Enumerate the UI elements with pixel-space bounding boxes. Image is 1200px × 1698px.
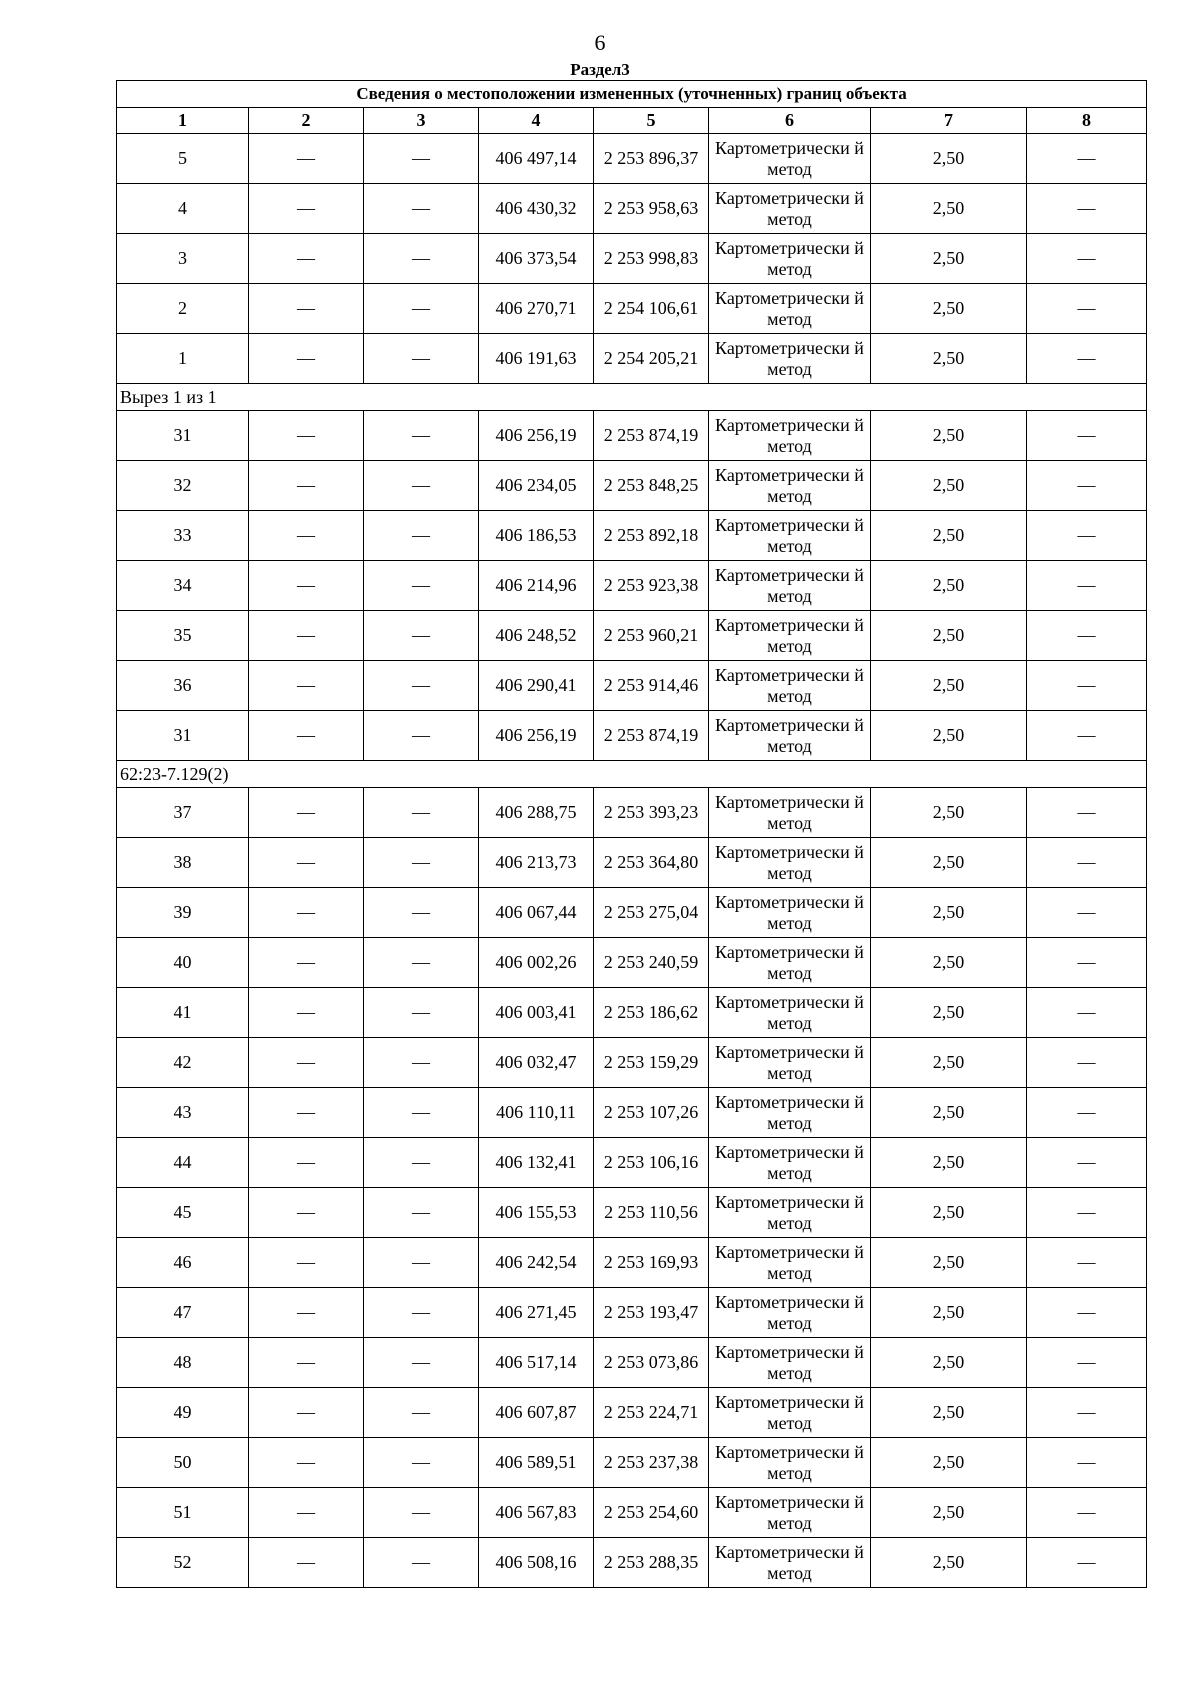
table-body <box>117 81 1147 1588</box>
y-coordinate-cell: 2 253 169,93 <box>594 1238 709 1288</box>
column-2-cell: — <box>249 411 364 461</box>
point-number-cell: 49 <box>117 1388 249 1438</box>
column-2-cell: — <box>249 184 364 234</box>
column-number: 7 <box>871 108 1027 134</box>
y-coordinate-cell: 2 253 958,63 <box>594 184 709 234</box>
x-coordinate-cell: 406 110,11 <box>479 1088 594 1138</box>
x-coordinate-cell: 406 497,14 <box>479 134 594 184</box>
column-2-cell: — <box>249 888 364 938</box>
point-number-cell: 4 <box>117 184 249 234</box>
y-coordinate-cell: 2 253 275,04 <box>594 888 709 938</box>
table-row <box>117 661 1147 711</box>
column-8-cell: — <box>1027 1138 1147 1188</box>
x-coordinate-cell: 406 290,41 <box>479 661 594 711</box>
accuracy-cell: 2,50 <box>871 561 1027 611</box>
column-2-cell: — <box>249 1188 364 1238</box>
x-coordinate-cell: 406 589,51 <box>479 1438 594 1488</box>
column-3-cell: — <box>364 1188 479 1238</box>
point-number-cell: 36 <box>117 661 249 711</box>
method-cell: Картометрически й метод <box>709 461 871 511</box>
y-coordinate-cell: 2 253 923,38 <box>594 561 709 611</box>
point-number-cell: 40 <box>117 938 249 988</box>
column-3-cell: — <box>364 888 479 938</box>
accuracy-cell: 2,50 <box>871 611 1027 661</box>
column-2-cell: — <box>249 938 364 988</box>
column-3-cell: — <box>364 284 479 334</box>
point-number-cell: 37 <box>117 788 249 838</box>
y-coordinate-cell: 2 253 896,37 <box>594 134 709 184</box>
coordinates-table <box>116 80 1147 1588</box>
method-cell: Картометрически й метод <box>709 1538 871 1588</box>
column-3-cell: — <box>364 1438 479 1488</box>
column-8-cell: — <box>1027 1238 1147 1288</box>
table-row <box>117 284 1147 334</box>
table-row <box>117 1138 1147 1188</box>
point-number-cell: 38 <box>117 838 249 888</box>
method-cell: Картометрически й метод <box>709 1188 871 1238</box>
y-coordinate-cell: 2 253 892,18 <box>594 511 709 561</box>
method-cell: Картометрически й метод <box>709 511 871 561</box>
x-coordinate-cell: 406 430,32 <box>479 184 594 234</box>
group-label-row <box>117 384 1147 411</box>
column-2-cell: — <box>249 1388 364 1438</box>
column-3-cell: — <box>364 184 479 234</box>
table-row <box>117 888 1147 938</box>
column-3-cell: — <box>364 1388 479 1438</box>
column-2-cell: — <box>249 711 364 761</box>
column-3-cell: — <box>364 711 479 761</box>
x-coordinate-cell: 406 213,73 <box>479 838 594 888</box>
y-coordinate-cell: 2 253 393,23 <box>594 788 709 838</box>
y-coordinate-cell: 2 253 848,25 <box>594 461 709 511</box>
point-number-cell: 44 <box>117 1138 249 1188</box>
y-coordinate-cell: 2 253 240,59 <box>594 938 709 988</box>
point-number-cell: 47 <box>117 1288 249 1338</box>
accuracy-cell: 2,50 <box>871 184 1027 234</box>
x-coordinate-cell: 406 508,16 <box>479 1538 594 1588</box>
accuracy-cell: 2,50 <box>871 1388 1027 1438</box>
accuracy-cell: 2,50 <box>871 134 1027 184</box>
column-8-cell: — <box>1027 184 1147 234</box>
column-2-cell: — <box>249 1038 364 1088</box>
column-8-cell: — <box>1027 561 1147 611</box>
method-cell: Картометрически й метод <box>709 134 871 184</box>
x-coordinate-cell: 406 002,26 <box>479 938 594 988</box>
accuracy-cell: 2,50 <box>871 461 1027 511</box>
y-coordinate-cell: 2 253 998,83 <box>594 234 709 284</box>
column-8-cell: — <box>1027 711 1147 761</box>
method-cell: Картометрически й метод <box>709 788 871 838</box>
column-8-cell: — <box>1027 888 1147 938</box>
method-cell: Картометрически й метод <box>709 234 871 284</box>
table-row <box>117 1338 1147 1388</box>
point-number-cell: 2 <box>117 284 249 334</box>
table-row <box>117 561 1147 611</box>
column-2-cell: — <box>249 988 364 1038</box>
column-3-cell: — <box>364 134 479 184</box>
point-number-cell: 35 <box>117 611 249 661</box>
y-coordinate-cell: 2 253 960,21 <box>594 611 709 661</box>
column-8-cell: — <box>1027 1288 1147 1338</box>
column-8-cell: — <box>1027 838 1147 888</box>
column-8-cell: — <box>1027 334 1147 384</box>
method-cell: Картометрически й метод <box>709 661 871 711</box>
x-coordinate-cell: 406 067,44 <box>479 888 594 938</box>
column-2-cell: — <box>249 1488 364 1538</box>
column-2-cell: — <box>249 661 364 711</box>
group-label: Вырез 1 из 1 <box>117 384 1147 411</box>
column-8-cell: — <box>1027 1188 1147 1238</box>
accuracy-cell: 2,50 <box>871 838 1027 888</box>
column-2-cell: — <box>249 611 364 661</box>
table-row <box>117 511 1147 561</box>
column-number: 5 <box>594 108 709 134</box>
column-number: 4 <box>479 108 594 134</box>
method-cell: Картометрически й метод <box>709 888 871 938</box>
column-2-cell: — <box>249 1538 364 1588</box>
table-caption-row <box>117 81 1147 108</box>
point-number-cell: 39 <box>117 888 249 938</box>
column-3-cell: — <box>364 511 479 561</box>
column-2-cell: — <box>249 1288 364 1338</box>
group-label: 62:23-7.129(2) <box>117 761 1147 788</box>
column-3-cell: — <box>364 411 479 461</box>
y-coordinate-cell: 2 253 364,80 <box>594 838 709 888</box>
table-row <box>117 411 1147 461</box>
table-row <box>117 134 1147 184</box>
column-8-cell: — <box>1027 1088 1147 1138</box>
point-number-cell: 45 <box>117 1188 249 1238</box>
table-row <box>117 334 1147 384</box>
point-number-cell: 46 <box>117 1238 249 1288</box>
column-3-cell: — <box>364 938 479 988</box>
table-row <box>117 1038 1147 1088</box>
x-coordinate-cell: 406 191,63 <box>479 334 594 384</box>
x-coordinate-cell: 406 373,54 <box>479 234 594 284</box>
point-number-cell: 1 <box>117 334 249 384</box>
accuracy-cell: 2,50 <box>871 511 1027 561</box>
point-number-cell: 51 <box>117 1488 249 1538</box>
column-3-cell: — <box>364 661 479 711</box>
column-3-cell: — <box>364 234 479 284</box>
method-cell: Картометрически й метод <box>709 988 871 1038</box>
accuracy-cell: 2,50 <box>871 988 1027 1038</box>
accuracy-cell: 2,50 <box>871 938 1027 988</box>
accuracy-cell: 2,50 <box>871 1038 1027 1088</box>
column-numbers-row <box>117 108 1147 134</box>
x-coordinate-cell: 406 271,45 <box>479 1288 594 1338</box>
column-2-cell: — <box>249 1238 364 1288</box>
column-8-cell: — <box>1027 461 1147 511</box>
x-coordinate-cell: 406 132,41 <box>479 1138 594 1188</box>
x-coordinate-cell: 406 003,41 <box>479 988 594 1038</box>
table-row <box>117 234 1147 284</box>
table-row <box>117 1538 1147 1588</box>
x-coordinate-cell: 406 270,71 <box>479 284 594 334</box>
column-8-cell: — <box>1027 134 1147 184</box>
method-cell: Картометрически й метод <box>709 1038 871 1088</box>
x-coordinate-cell: 406 032,47 <box>479 1038 594 1088</box>
column-8-cell: — <box>1027 1438 1147 1488</box>
x-coordinate-cell: 406 155,53 <box>479 1188 594 1238</box>
accuracy-cell: 2,50 <box>871 234 1027 284</box>
column-3-cell: — <box>364 1038 479 1088</box>
column-3-cell: — <box>364 788 479 838</box>
x-coordinate-cell: 406 567,83 <box>479 1488 594 1538</box>
method-cell: Картометрически й метод <box>709 1438 871 1488</box>
method-cell: Картометрически й метод <box>709 1338 871 1388</box>
column-8-cell: — <box>1027 234 1147 284</box>
method-cell: Картометрически й метод <box>709 1288 871 1338</box>
x-coordinate-cell: 406 242,54 <box>479 1238 594 1288</box>
column-8-cell: — <box>1027 511 1147 561</box>
column-number: 1 <box>117 108 249 134</box>
table-row <box>117 461 1147 511</box>
x-coordinate-cell: 406 607,87 <box>479 1388 594 1438</box>
column-2-cell: — <box>249 1088 364 1138</box>
column-8-cell: — <box>1027 988 1147 1038</box>
column-3-cell: — <box>364 1238 479 1288</box>
table-row <box>117 1088 1147 1138</box>
page-number: 6 <box>594 30 606 55</box>
column-number: 3 <box>364 108 479 134</box>
column-2-cell: — <box>249 461 364 511</box>
table-row <box>117 1488 1147 1538</box>
column-3-cell: — <box>364 1488 479 1538</box>
y-coordinate-cell: 2 253 106,16 <box>594 1138 709 1188</box>
table-row <box>117 1188 1147 1238</box>
method-cell: Картометрически й метод <box>709 411 871 461</box>
column-3-cell: — <box>364 1138 479 1188</box>
column-2-cell: — <box>249 1438 364 1488</box>
table-caption: Сведения о местоположении измененных (уточненных) границ объекта <box>117 81 1147 108</box>
method-cell: Картометрически й метод <box>709 1388 871 1438</box>
accuracy-cell: 2,50 <box>871 1538 1027 1588</box>
column-2-cell: — <box>249 561 364 611</box>
accuracy-cell: 2,50 <box>871 1338 1027 1388</box>
column-3-cell: — <box>364 1088 479 1138</box>
point-number-cell: 5 <box>117 134 249 184</box>
table-row <box>117 184 1147 234</box>
method-cell: Картометрически й метод <box>709 611 871 661</box>
x-coordinate-cell: 406 234,05 <box>479 461 594 511</box>
method-cell: Картометрически й метод <box>709 938 871 988</box>
y-coordinate-cell: 2 254 205,21 <box>594 334 709 384</box>
y-coordinate-cell: 2 254 106,61 <box>594 284 709 334</box>
table-row <box>117 1388 1147 1438</box>
column-8-cell: — <box>1027 1538 1147 1588</box>
x-coordinate-cell: 406 248,52 <box>479 611 594 661</box>
point-number-cell: 52 <box>117 1538 249 1588</box>
y-coordinate-cell: 2 253 874,19 <box>594 711 709 761</box>
column-3-cell: — <box>364 1288 479 1338</box>
column-2-cell: — <box>249 284 364 334</box>
group-label-row <box>117 761 1147 788</box>
column-8-cell: — <box>1027 1488 1147 1538</box>
table-row <box>117 938 1147 988</box>
column-3-cell: — <box>364 461 479 511</box>
method-cell: Картометрически й метод <box>709 1138 871 1188</box>
point-number-cell: 48 <box>117 1338 249 1388</box>
accuracy-cell: 2,50 <box>871 1288 1027 1338</box>
table-row <box>117 711 1147 761</box>
y-coordinate-cell: 2 253 914,46 <box>594 661 709 711</box>
column-8-cell: — <box>1027 661 1147 711</box>
column-2-cell: — <box>249 234 364 284</box>
column-8-cell: — <box>1027 611 1147 661</box>
y-coordinate-cell: 2 253 110,56 <box>594 1188 709 1238</box>
method-cell: Картометрически й метод <box>709 1238 871 1288</box>
x-coordinate-cell: 406 256,19 <box>479 411 594 461</box>
column-2-cell: — <box>249 1138 364 1188</box>
column-number: 2 <box>249 108 364 134</box>
column-3-cell: — <box>364 334 479 384</box>
y-coordinate-cell: 2 253 186,62 <box>594 988 709 1038</box>
point-number-cell: 34 <box>117 561 249 611</box>
accuracy-cell: 2,50 <box>871 411 1027 461</box>
column-8-cell: — <box>1027 1388 1147 1438</box>
column-2-cell: — <box>249 788 364 838</box>
method-cell: Картометрически й метод <box>709 838 871 888</box>
column-2-cell: — <box>249 1338 364 1388</box>
column-3-cell: — <box>364 561 479 611</box>
y-coordinate-cell: 2 253 193,47 <box>594 1288 709 1338</box>
accuracy-cell: 2,50 <box>871 661 1027 711</box>
point-number-cell: 31 <box>117 711 249 761</box>
y-coordinate-cell: 2 253 159,29 <box>594 1038 709 1088</box>
accuracy-cell: 2,50 <box>871 1438 1027 1488</box>
point-number-cell: 3 <box>117 234 249 284</box>
y-coordinate-cell: 2 253 224,71 <box>594 1388 709 1438</box>
y-coordinate-cell: 2 253 874,19 <box>594 411 709 461</box>
column-number: 8 <box>1027 108 1147 134</box>
accuracy-cell: 2,50 <box>871 888 1027 938</box>
accuracy-cell: 2,50 <box>871 1238 1027 1288</box>
column-8-cell: — <box>1027 788 1147 838</box>
column-8-cell: — <box>1027 284 1147 334</box>
point-number-cell: 31 <box>117 411 249 461</box>
point-number-cell: 42 <box>117 1038 249 1088</box>
method-cell: Картометрически й метод <box>709 184 871 234</box>
method-cell: Картометрически й метод <box>709 1488 871 1538</box>
column-3-cell: — <box>364 1538 479 1588</box>
column-2-cell: — <box>249 511 364 561</box>
accuracy-cell: 2,50 <box>871 1088 1027 1138</box>
method-cell: Картометрически й метод <box>709 561 871 611</box>
point-number-cell: 32 <box>117 461 249 511</box>
accuracy-cell: 2,50 <box>871 334 1027 384</box>
section-title: Раздел3 <box>570 60 630 79</box>
x-coordinate-cell: 406 288,75 <box>479 788 594 838</box>
method-cell: Картометрически й метод <box>709 334 871 384</box>
y-coordinate-cell: 2 253 237,38 <box>594 1438 709 1488</box>
table-row <box>117 1288 1147 1338</box>
table-row <box>117 838 1147 888</box>
column-3-cell: — <box>364 611 479 661</box>
column-3-cell: — <box>364 1338 479 1388</box>
x-coordinate-cell: 406 256,19 <box>479 711 594 761</box>
table-row <box>117 611 1147 661</box>
table-row <box>117 988 1147 1038</box>
column-3-cell: — <box>364 838 479 888</box>
y-coordinate-cell: 2 253 073,86 <box>594 1338 709 1388</box>
column-2-cell: — <box>249 838 364 888</box>
accuracy-cell: 2,50 <box>871 284 1027 334</box>
column-2-cell: — <box>249 134 364 184</box>
point-number-cell: 50 <box>117 1438 249 1488</box>
column-8-cell: — <box>1027 411 1147 461</box>
point-number-cell: 41 <box>117 988 249 1038</box>
accuracy-cell: 2,50 <box>871 788 1027 838</box>
point-number-cell: 43 <box>117 1088 249 1138</box>
table-row <box>117 1438 1147 1488</box>
x-coordinate-cell: 406 186,53 <box>479 511 594 561</box>
x-coordinate-cell: 406 517,14 <box>479 1338 594 1388</box>
y-coordinate-cell: 2 253 107,26 <box>594 1088 709 1138</box>
point-number-cell: 33 <box>117 511 249 561</box>
column-2-cell: — <box>249 334 364 384</box>
table-row <box>117 788 1147 838</box>
method-cell: Картометрически й метод <box>709 1088 871 1138</box>
table-row <box>117 1238 1147 1288</box>
column-8-cell: — <box>1027 938 1147 988</box>
accuracy-cell: 2,50 <box>871 711 1027 761</box>
y-coordinate-cell: 2 253 288,35 <box>594 1538 709 1588</box>
x-coordinate-cell: 406 214,96 <box>479 561 594 611</box>
accuracy-cell: 2,50 <box>871 1488 1027 1538</box>
accuracy-cell: 2,50 <box>871 1138 1027 1188</box>
y-coordinate-cell: 2 253 254,60 <box>594 1488 709 1538</box>
method-cell: Картометрически й метод <box>709 284 871 334</box>
column-3-cell: — <box>364 988 479 1038</box>
column-8-cell: — <box>1027 1038 1147 1088</box>
column-8-cell: — <box>1027 1338 1147 1388</box>
accuracy-cell: 2,50 <box>871 1188 1027 1238</box>
column-number: 6 <box>709 108 871 134</box>
method-cell: Картометрически й метод <box>709 711 871 761</box>
